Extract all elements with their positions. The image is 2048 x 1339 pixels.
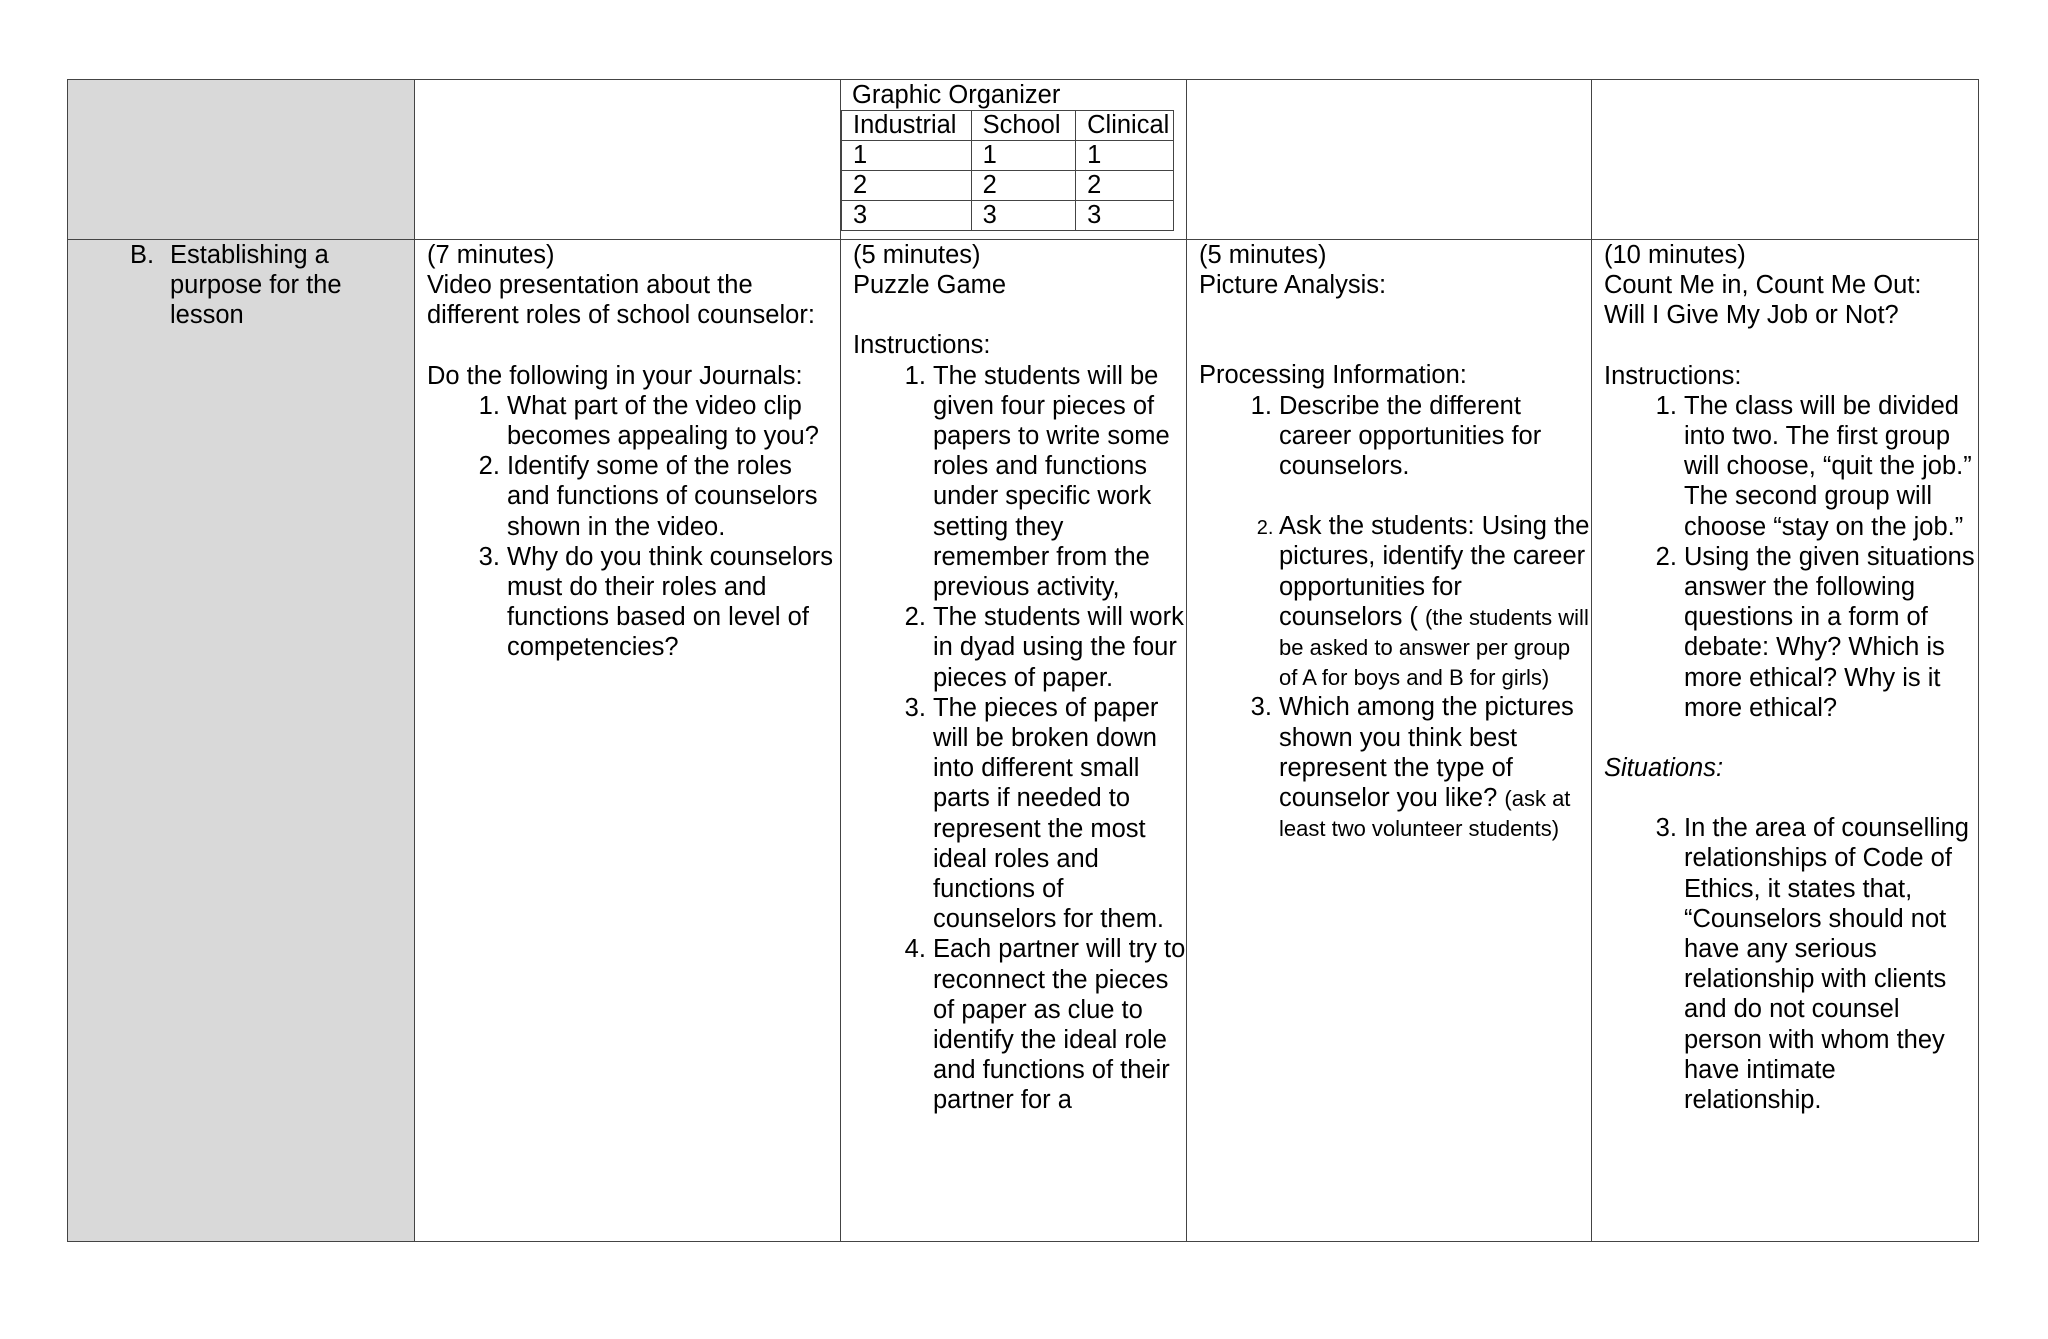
list-item [1279, 511, 1591, 692]
section-letter: B. [130, 241, 155, 269]
lesson-plan-table [67, 79, 1979, 1242]
day3-item2-note: (the students will be asked to answer per group of A for boys and B for girls) [1279, 604, 1589, 691]
day1-time: (7 minutes) [427, 241, 555, 269]
list-item: 3. Why do you think counselors must do their roles and functions based on level of competencies? [507, 542, 840, 663]
organizer-cell: 3 [842, 201, 972, 231]
day4-cell [1592, 240, 1979, 1242]
organizer-header-school: School [971, 111, 1076, 141]
day1-title: Video presentation about the different roles of school counselor: [427, 271, 815, 330]
list-item: 3. The pieces of paper will be broken down into different small parts if needed to represent the most ideal roles and functions of counselors for them. [933, 693, 1186, 935]
organizer-header-industrial: Industrial [842, 111, 972, 141]
organizer-cell: 2 [1076, 171, 1174, 201]
organizer-header-clinical: Clinical [1076, 111, 1174, 141]
list-item: 2. Using the given situations answer the following questions in a form of debate: Why? Which is more ethical? Why is it more ethical? [1684, 542, 1978, 723]
table-row [842, 201, 1174, 231]
day3-list [1199, 391, 1591, 844]
graphic-organizer-title: Graphic Organizer [852, 81, 1061, 109]
organizer-cell: 1 [842, 141, 972, 171]
day2-list [853, 361, 1186, 1176]
day4-situations-list [1604, 813, 1978, 1115]
organizer-cell: 2 [971, 171, 1076, 201]
list-item: 1. The class will be divided into two. The first group will choose, “quit the job.” The second group will choose “stay on the job.” [1684, 391, 1978, 542]
section-label: Establishing a purpose for the lesson [170, 241, 342, 330]
day4-title: Count Me in, Count Me Out: Will I Give My Job or Not? [1604, 271, 1922, 330]
section-cell-blank [68, 80, 415, 240]
organizer-cell: 1 [971, 141, 1076, 171]
graphic-organizer-cell [841, 80, 1187, 240]
day2-title: Puzzle Game [853, 271, 1007, 300]
day4-time: (10 minutes) [1604, 241, 1746, 269]
list-item: 4. Each partner will try to reconnect the pieces of paper as clue to identify the ideal role and functions of their partner for a [933, 934, 1186, 1115]
organizer-cell: 2 [842, 171, 972, 201]
day3-cell-blank [1187, 80, 1592, 240]
organizer-cell: 3 [1076, 201, 1174, 231]
list-item: 2. The students will work in dyad using the four pieces of paper. [933, 602, 1186, 693]
day3-item3-text: Which among the pictures shown you think best represent the type of counselor you like? [1279, 693, 1574, 813]
list-item [1279, 692, 1591, 843]
day3-cell [1187, 240, 1592, 1242]
day2-cell [841, 240, 1187, 1242]
table-row [68, 240, 1979, 1242]
day1-list [427, 391, 840, 663]
day3-intro: Processing Information: [1199, 361, 1467, 390]
day1-cell-blank [415, 80, 841, 240]
list-item: 1. Describe the different career opportunities for counselors. [1279, 391, 1591, 482]
day3-item3-note: (ask at least two volunteer students) [1279, 786, 1571, 842]
day4-situations-label: Situations: [1604, 754, 1724, 783]
day4-intro: Instructions: [1604, 361, 1742, 390]
organizer-cell: 3 [971, 201, 1076, 231]
day4-cell-blank [1592, 80, 1979, 240]
section-cell [68, 240, 415, 1242]
table-row [68, 80, 1979, 240]
table-row [842, 111, 1174, 141]
table-row [842, 141, 1174, 171]
organizer-cell: 1 [1076, 141, 1174, 171]
day3-title: Picture Analysis: [1199, 271, 1387, 300]
list-item: 1. What part of the video clip becomes appealing to you? [507, 391, 840, 451]
graphic-organizer-table [841, 110, 1174, 231]
day3-item2-text: Ask the students: Using the pictures, identify the career opportunities for counselors ( [1279, 512, 1590, 631]
day1-cell [415, 240, 841, 1242]
table-row [842, 171, 1174, 201]
day2-time: (5 minutes) [853, 241, 981, 269]
day3-time: (5 minutes) [1199, 241, 1327, 269]
day4-list [1604, 391, 1978, 723]
day1-intro: Do the following in your Journals: [427, 361, 803, 390]
list-item: 1. The students will be given four pieces of papers to write some roles and functions under specific work setting they remember from the previous activity, [933, 361, 1186, 603]
day2-intro: Instructions: [853, 331, 991, 360]
list-item: 3. In the area of counselling relationships of Code of Ethics, it states that, “Counselors should not have any serious relationship with clients and do not counsel person with whom they have intimate relationship. [1684, 813, 1978, 1115]
list-item: 2. Identify some of the roles and functions of counselors shown in the video. [507, 451, 840, 542]
